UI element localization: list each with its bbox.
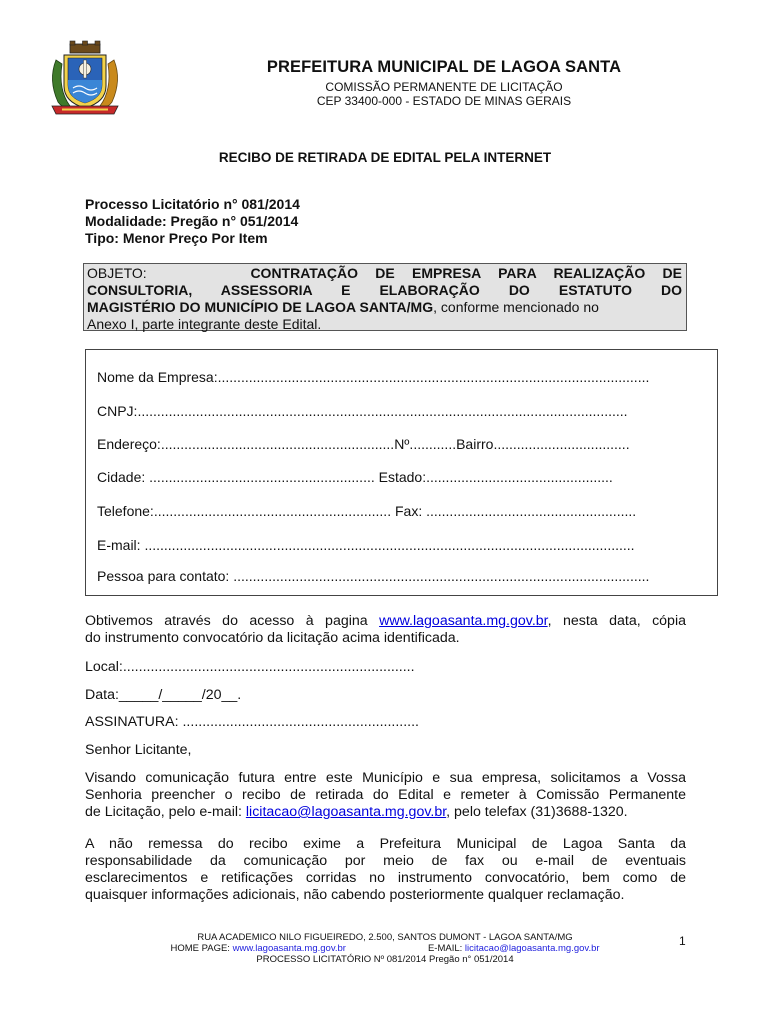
municipality-title: PREFEITURA MUNICIPAL DE LAGOA SANTA	[266, 58, 622, 76]
objeto-line3-rest: , conforme mencionado no	[433, 299, 599, 315]
request-text-post: , pelo telefax (31)3688-1320.	[446, 804, 628, 820]
footer-address: RUA ACADEMICO NILO FIGUEIREDO, 2.500, SANTOS DUMONT - LAGOA SANTA/MG	[197, 932, 573, 943]
access-line-2: do instrumento convocatório da licitação acima identificada.	[85, 630, 460, 646]
request-line-2: Senhoria preencher o recibo de retirada do Edital e remeter à Comissão Permanente	[85, 787, 686, 803]
modalidade: Modalidade: Pregão n° 051/2014	[85, 213, 299, 229]
contato-field[interactable]: Pessoa para contato: ...........................................................................................................	[97, 568, 650, 584]
address-subtitle: CEP 33400-000 - ESTADO DE MINAS GERAIS	[316, 94, 572, 108]
tipo: Tipo: Menor Preço Por Item	[85, 230, 268, 246]
assinatura-line[interactable]: ASSINATURA: ............................................................	[85, 714, 419, 730]
telefone-field[interactable]: Telefone:............................................................. Fax: ......................................................	[97, 503, 637, 519]
access-paragraph	[85, 613, 686, 647]
email-label: E-MAIL:	[427, 943, 465, 954]
objeto-line-2: CONSULTORIA, ASSESSORIA E ELABORAÇÃO DO ESTATUTO DO	[87, 282, 682, 298]
objeto-line-1	[87, 265, 682, 282]
objeto-box	[83, 263, 687, 331]
document-title: RECIBO DE RETIRADA DE EDITAL PELA INTERNET	[218, 150, 552, 165]
access-line-1	[85, 613, 686, 630]
empresa-field[interactable]: Nome da Empresa:...............................................................................................................	[97, 369, 650, 385]
page-number: 1	[679, 934, 686, 948]
objeto-line-4: Anexo I, parte integrante deste Edital.	[87, 316, 322, 332]
objeto-line3-bold: MAGISTÉRIO DO MUNICÍPIO DE LAGOA SANTA/MG	[87, 299, 434, 315]
objeto-line1-text: CONTRATAÇÃO DE EMPRESA PARA REALIZAÇÃO DE	[250, 265, 682, 281]
processo-number: Processo Licitatório n° 081/2014	[85, 196, 300, 212]
objeto-label: OBJETO:	[87, 265, 147, 281]
notice-paragraph	[85, 836, 686, 904]
request-paragraph	[85, 770, 686, 821]
notice-line-4: quaisquer informações adicionais, não cabendo posteriormente qualquer reclamação.	[85, 887, 625, 903]
footer-email-link[interactable]: licitacao@lagoasanta.mg.gov.br	[464, 943, 600, 954]
commission-subtitle: COMISSÃO PERMANENTE DE LICITAÇÃO	[325, 80, 563, 94]
cidade-field[interactable]: Cidade: .......................................................... Estado:................................................	[97, 469, 613, 485]
objeto-line-3	[87, 299, 682, 316]
greeting: Senhor Licitante,	[85, 742, 192, 758]
notice-line-2: responsabilidade da comunicação por meio de fax ou e-mail de eventuais	[85, 853, 686, 869]
cnpj-field[interactable]: CNPJ:..............................................................................................................................	[97, 403, 628, 419]
request-line-3	[85, 804, 686, 821]
request-line-1: Visando comunicação futura entre este Município e sua empresa, solicitamos a Vossa	[85, 770, 686, 786]
notice-line-3: esclarecimentos e retificações corridas no instrumento convocatório, bem como de	[85, 870, 686, 886]
email-field[interactable]: E-mail: ..............................................................................................................................	[97, 537, 635, 553]
website-link[interactable]: www.lagoasanta.mg.gov.br	[379, 613, 548, 629]
access-text-pre: Obtivemos através do acesso à pagina	[85, 613, 380, 629]
local-line[interactable]: Local:..........................................................................	[85, 659, 415, 675]
data-line[interactable]: Data:_____/_____/20__.	[85, 687, 242, 703]
request-text-pre: de Licitação, pelo e-mail:	[85, 804, 246, 820]
homepage-label: HOME PAGE:	[170, 943, 233, 954]
access-text-post: , nesta data, cópia	[547, 613, 686, 629]
footer-processo: PROCESSO LICITATÓRIO Nº 081/2014 Pregão n° 051/2014	[256, 954, 514, 965]
notice-line-1: A não remessa do recibo exime a Prefeitura Municipal de Lagoa Santa da	[85, 836, 686, 852]
endereco-field[interactable]: Endereço:............................................................Nº............Bairro...................................	[97, 436, 630, 452]
footer-contacts	[0, 943, 770, 954]
email-link[interactable]: licitacao@lagoasanta.mg.gov.br	[245, 804, 447, 820]
footer-homepage-link[interactable]: www.lagoasanta.mg.gov.br	[232, 943, 346, 954]
